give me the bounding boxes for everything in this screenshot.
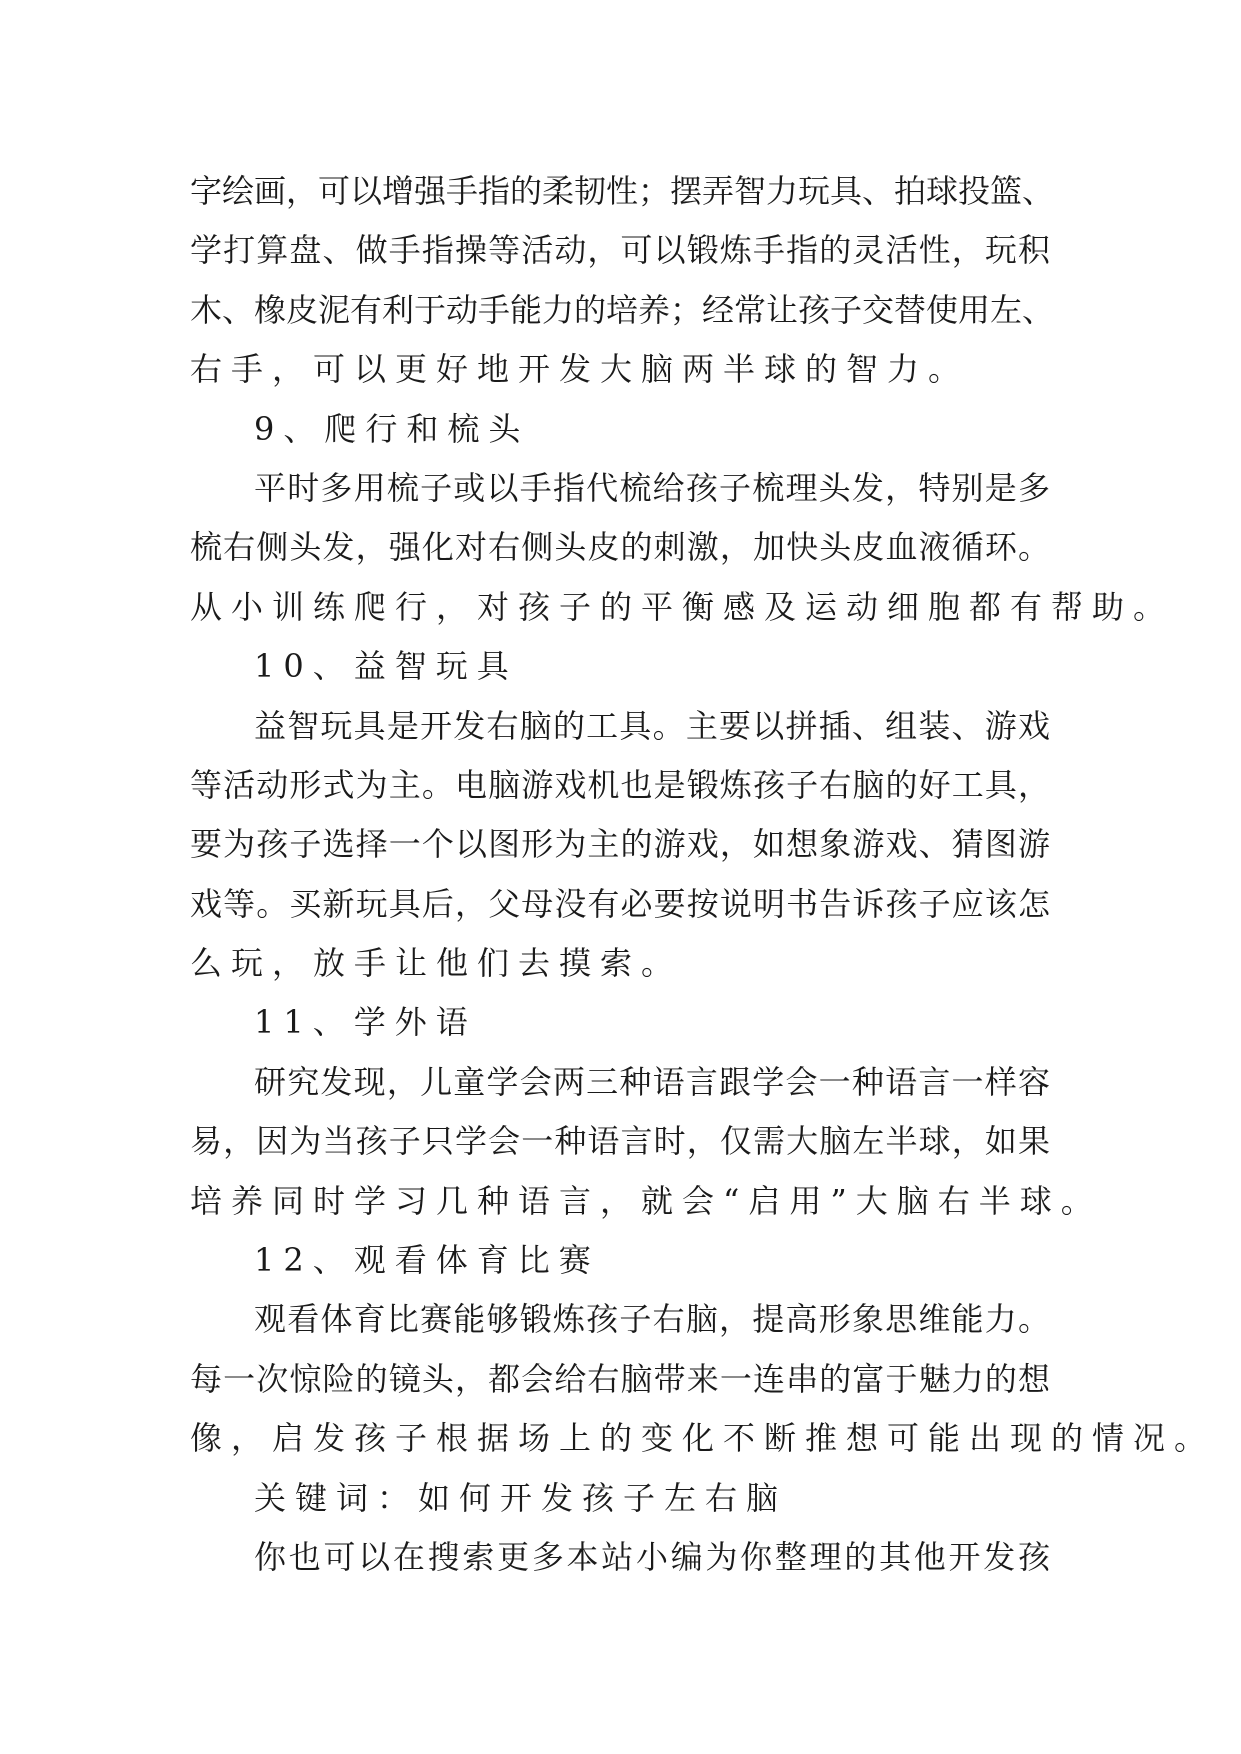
section-heading: 9、爬行和梳头 xyxy=(254,409,530,448)
paragraph-line: 每一次惊险的镜头，都会给右脑带来一连串的富于魅力的想 xyxy=(190,1359,1050,1398)
section-heading: 12、观看体育比赛 xyxy=(254,1241,600,1280)
paragraph-last-line: 从小训练爬行，对孩子的平衡感及运动细胞都有帮助。 xyxy=(190,587,1175,626)
paragraph-line: 学打算盘、做手指操等活动，可以锻炼手指的灵活性，玩积 xyxy=(190,231,1050,270)
paragraph-last-line: 么玩，放手让他们去摸索。 xyxy=(190,944,683,983)
section-heading: 11、学外语 xyxy=(254,1003,477,1042)
paragraph-first-line: 你也可以在搜索更多本站小编为你整理的其他开发孩 xyxy=(254,1537,1050,1576)
paragraph-first-line: 研究发现，儿童学会两三种语言跟学会一种语言一样容 xyxy=(254,1062,1050,1101)
paragraph-line: 木、橡皮泥有利于动手能力的培养；经常让孩子交替使用左、 xyxy=(190,290,1055,329)
paragraph-line: 等活动形式为主。电脑游戏机也是锻炼孩子右脑的好工具， xyxy=(190,765,1050,804)
paragraph-line: 易，因为当孩子只学会一种语言时，仅需大脑左半球，如果 xyxy=(190,1122,1050,1161)
section-heading: 关键词：如何开发孩子左右脑 xyxy=(254,1478,788,1517)
paragraph-line: 要为孩子选择一个以图形为主的游戏，如想象游戏、猜图游 xyxy=(190,825,1050,864)
paragraph-line: 戏等。买新玩具后，父母没有必要按说明书告诉孩子应该怎 xyxy=(190,884,1050,923)
paragraph-last-line: 像，启发孩子根据场上的变化不断推想可能出现的情况。 xyxy=(190,1419,1216,1458)
paragraph-line: 梳右侧头发，强化对右侧头皮的刺激，加快头皮血液循环。 xyxy=(190,528,1050,567)
document-body xyxy=(190,162,1216,1587)
paragraph-first-line: 平时多用梳子或以手指代梳给孩子梳理头发，特别是多 xyxy=(254,468,1050,507)
paragraph-last-line: 培养同时学习几种语言，就会“启用”大脑右半球。 xyxy=(190,1181,1102,1220)
paragraph-line: 字绘画，可以增强手指的柔韧性；摆弄智力玩具、拍球投篮、 xyxy=(190,172,1055,210)
paragraph-first-line: 益智玩具是开发右脑的工具。主要以拼插、组装、游戏 xyxy=(254,706,1050,745)
section-heading: 10、益智玩具 xyxy=(254,647,518,686)
paragraph-last-line: 右手，可以更好地开发大脑两半球的智力。 xyxy=(190,350,970,389)
paragraph-first-line: 观看体育比赛能够锻炼孩子右脑，提高形象思维能力。 xyxy=(254,1300,1050,1339)
